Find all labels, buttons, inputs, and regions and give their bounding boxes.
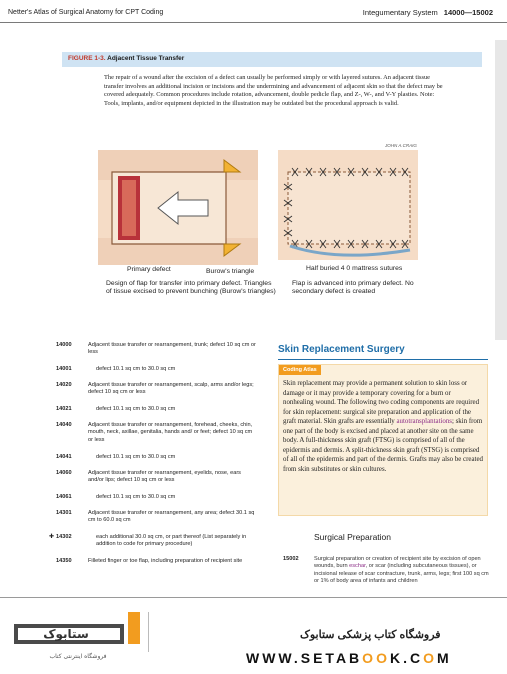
figure-title-bar (62, 52, 482, 67)
footer-divider (148, 612, 149, 652)
code-number: 14350 (56, 558, 72, 564)
code-number: 14061 (56, 494, 72, 500)
code-description: defect 10.1 sq cm to 30.0 sq cm (96, 366, 176, 372)
setabook-logo (8, 604, 148, 666)
code-number: 15002 (283, 556, 299, 562)
caption-primary-defect: Primary defect (127, 266, 171, 273)
section-name: Integumentary System (362, 8, 438, 17)
svg-text:فروشگاه اینترنتی کتاب: فروشگاه اینترنتی کتاب (49, 653, 107, 660)
flap-advanced-illustration (278, 150, 418, 260)
code-number: 14041 (56, 454, 72, 460)
subsection-title: Surgical Preparation (314, 532, 392, 542)
footer-rule (0, 597, 507, 598)
code-description: Surgical preparation or creation of recipient site by excision of open wounds, burn eschar, or scar (including subcutaneous tissues), or incisional release of scar contracture, trunk, arms, legs; first 100 sq cm or 1% of body area of infants and children (314, 556, 489, 585)
figure-number: FIGURE 1-3. (68, 55, 106, 62)
code-number: 14001 (56, 366, 72, 372)
code-description: defect 10.1 sq cm to 30.0 sq cm (96, 494, 176, 500)
code-number: 14060 (56, 470, 72, 476)
coding-atlas-tag: Coding Atlas (279, 365, 321, 375)
book-title: Netter's Atlas of Surgical Anatomy for CPT Coding (8, 9, 164, 16)
code-number: 14302 (56, 534, 72, 540)
code-description: Adjacent tissue transfer or rearrangement, any area; defect 30.1 sq cm to 60.0 sq cm (88, 510, 255, 524)
store-url[interactable]: WWW.SETABOOK.COM (246, 650, 452, 666)
caption-burow-triangle: Burow's triangle (206, 268, 255, 275)
figure-description: The repair of a wound after the excision of a defect can usually be performed simply or with layered sutures. An adjacent tissue transfer involves an additional incision or incisions and the undermining and advancement of adjacent skin so that the defect may be covered adequately. Common procedures include rotation, advancement, double pedicle flap, and Z-, W-, and V-Y plasties. Note: Tools, implants, and/or equipment depicted in the illustration may be outdated but the procedural approach is valid. (104, 74, 443, 107)
page-header (0, 0, 507, 36)
caption-flap-advance: Flap is advanced into primary defect. No secondary defect is created (292, 280, 414, 295)
code-description: Adjacent tissue transfer or rearrangement, scalp, arms and/or legs; defect 10 sq cm or less (88, 382, 254, 396)
glossary-term[interactable]: eschar (349, 563, 366, 570)
figure-title: Adjacent Tissue Transfer (107, 55, 185, 62)
code-number: 14021 (56, 406, 72, 412)
figure-label (68, 55, 184, 62)
coding-atlas-text: Skin replacement may provide a permanent solution to skin loss or damage or it may provide a temporary covering for a burn or nonhealing wound. The following two coding components are required for skin replacement: surgical site preparation and application of the graft material. Skin grafts are essentially autotransplantations; skin from one part of the body is excised and placed at another site on the same body. A full-thickness skin graft (FTSG) is comprised of all of the epidermis and dermis. A split-thickness skin graft (STSG) is comprised of all of the epidermis and part of the dermis. Grafts may also be created from skin substitutes or skin cultures. (283, 380, 483, 473)
flap-design-illustration (98, 150, 258, 265)
store-name: فروشگاه کتاب پزشکی ستابوک (300, 629, 441, 641)
side-tab (495, 40, 507, 340)
code-description: Adjacent tissue transfer or rearrangement, eyelids, nose, ears and/or lips; defect 10 sq cm or less (88, 470, 241, 484)
glossary-term[interactable]: autotransplantations (396, 418, 452, 425)
coding-atlas-box (278, 364, 488, 516)
code-description: Adjacent tissue transfer or rearrangement, forehead, cheeks, chin, mouth, neck, axillae, genitalia, hands and/ or feet; defect 10 sq cm or less (88, 422, 253, 443)
caption-flap-design: Design of flap for transfer into primary defect. Triangles of tissue excised to prevent bunching (Burow's triangles) (106, 280, 276, 295)
add-on-code-icon: ✚ (49, 534, 55, 540)
code-description: defect 10.1 sq cm to 30.0 sq cm (96, 454, 176, 460)
code-number: 14020 (56, 382, 72, 388)
section-heading (363, 8, 493, 17)
section-title: Skin Replacement Surgery (278, 344, 405, 355)
code-description: Filleted finger or toe flap, including preparation of recipient site (88, 558, 243, 564)
code-number: 14040 (56, 422, 72, 428)
code-range: 14000—15002 (443, 8, 493, 17)
artist-signature: JOHN A.CRAIG (385, 143, 417, 148)
section-rule (278, 359, 488, 360)
header-rule (0, 22, 507, 23)
code-description: each additional 30.0 sq cm, or part thereof (List separately in addition to code for primary procedure) (96, 534, 247, 548)
code-number: 14000 (56, 342, 72, 348)
svg-text:ستابوک: ستابوک (43, 627, 89, 641)
caption-half-buried-sutures: Half buried 4 0 mattress sutures (306, 265, 403, 272)
code-description: Adjacent tissue transfer or rearrangement, trunk; defect 10 sq cm or less (88, 342, 256, 356)
code-number: 14301 (56, 510, 72, 516)
code-description: defect 10.1 sq cm to 30.0 sq cm (96, 406, 176, 412)
